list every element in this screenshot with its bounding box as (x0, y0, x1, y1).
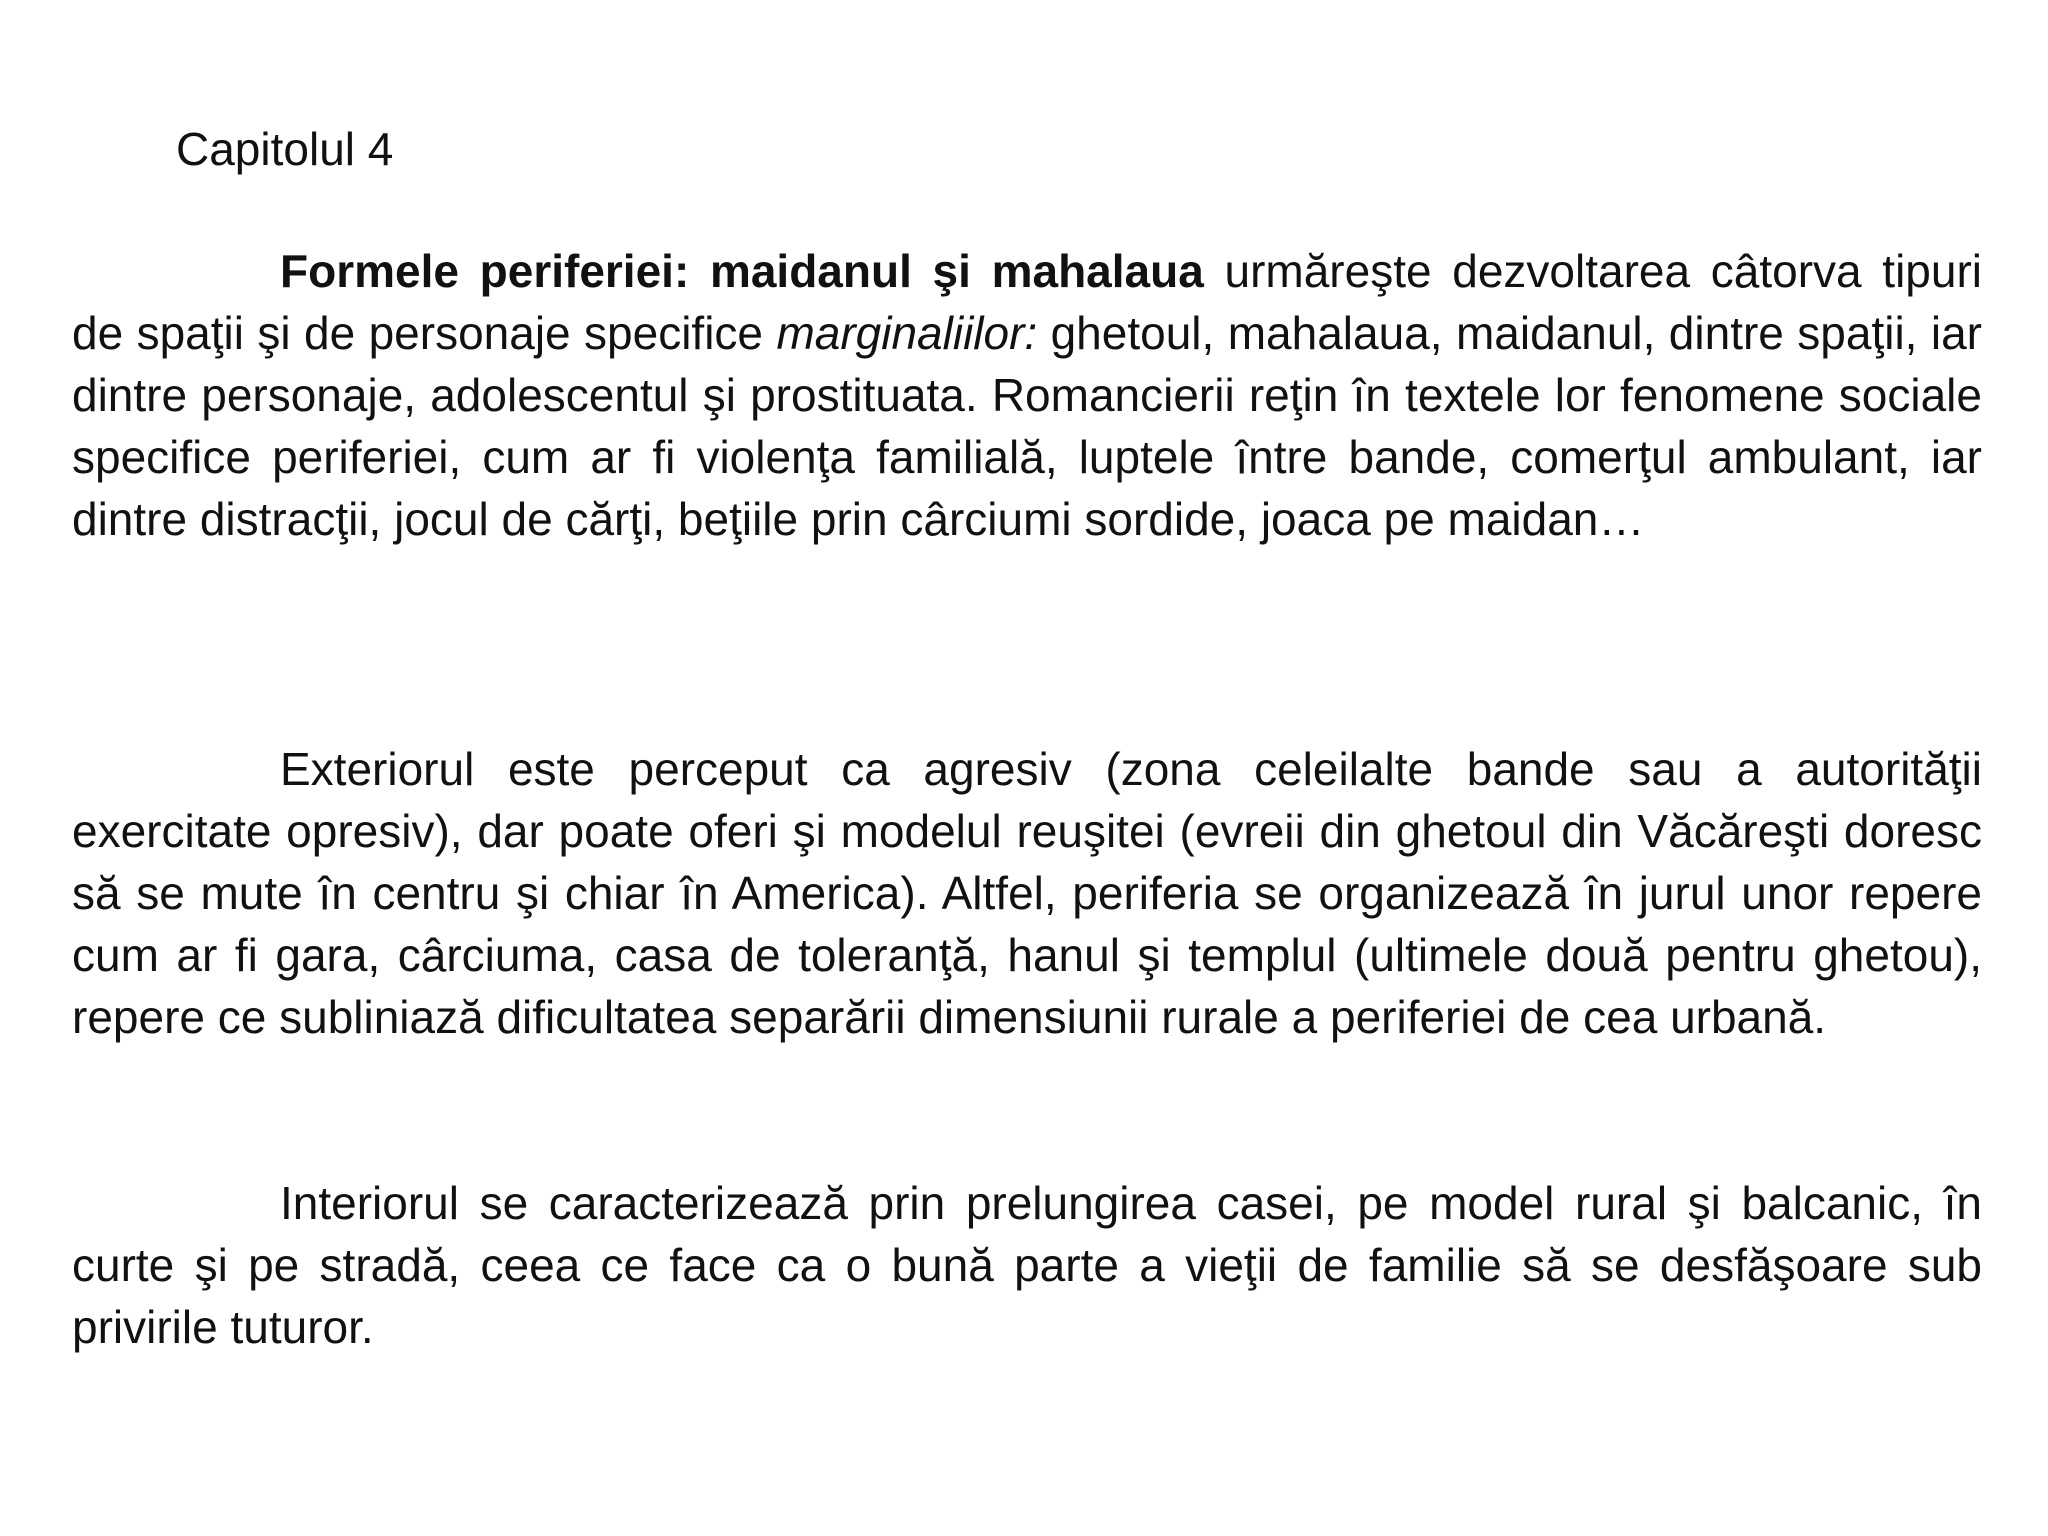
paragraph-exteriorul: Exteriorul este perceput ca agresiv (zona celeilalte bande sau a autorităţii exercitate opresiv), dar poate oferi şi modelul reuşitei (evreii din ghetoul din Văcăreşti doresc să se mute în centru şi chiar în America). Altfel, periferia se organizează în jurul unor repere cum ar fi gara, cârciuma, casa de toleranţă, hanul şi templul (ultimele două pentru ghetou), repere ce subliniază dificultatea separării dimensiunii rurale a periferiei de cea urbană. (72, 743, 1982, 1043)
paragraph-text-a: urmăreşte dezvoltarea câtorva tipuri de spaţii şi de personaje specifice (72, 245, 1982, 359)
paragraph-interiorul: Interiorul se caracterizează prin prelungirea casei, pe model rural şi balcanic, în curte şi pe stradă, ceea ce face ca o bună parte a vieţii de familie să se desfăşoare sub privirile tuturor. (72, 1177, 1982, 1353)
paragraph-text-b: ghetoul, mahalaua, maidanul, dintre spaţii, iar dintre personaje, adolescentul şi prostituata. Romancierii reţin în textele lor fenomene sociale specifice periferiei, cum ar fi violenţa familială, luptele între bande, comerţul ambulant, iar dintre distracţii, jocul de cărţi, beţiile prin cârciumi sordide, joaca pe maidan… (72, 307, 1982, 545)
paragraph-formele-periferiei (72, 240, 1982, 550)
paragraph-bold-lead: Formele periferiei: maidanul şi mahalaua (280, 245, 1204, 297)
document-page (72, 0, 1982, 1536)
chapter-heading: Capitolul 4 (176, 123, 394, 175)
paragraph-italic-term: marginaliilor: (776, 307, 1038, 359)
